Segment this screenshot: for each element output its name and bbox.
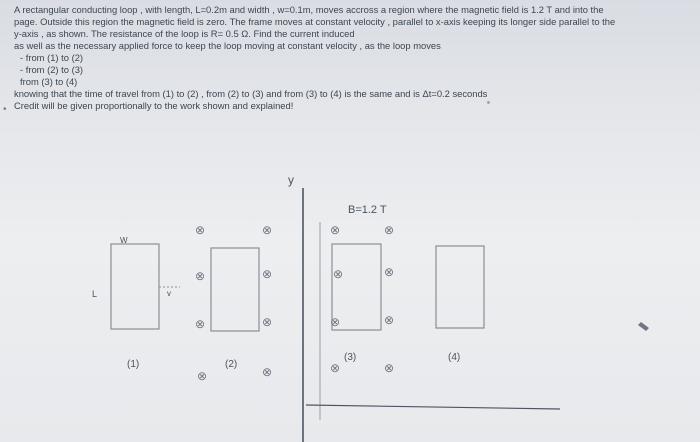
field-into-page-icon: ⊗ [262,365,273,379]
length-label: L [92,289,98,299]
y-axis-label: y [288,173,294,187]
question-line-2: page. Outside this region the magnetic field is zero. The frame moves at constant velocity , parallel to x-axis keeping its longer side parallel to the [14,16,616,27]
velocity-label: v [167,289,171,298]
field-into-page-icon: ⊗ [195,317,206,331]
field-into-page-icon: ⊗ [262,315,273,329]
field-into-page-icon: ⊗ [330,223,341,237]
field-into-page-icon: ⊗ [262,223,273,237]
position-3-label: (3) [344,352,357,363]
step-2-3: - from (2) to (3) [20,64,84,75]
field-into-page-icon: ⊗ [262,267,273,281]
credit-note: Credit will be given proportionally to the work shown and explained! [14,100,294,111]
loop-position-2 [211,248,259,331]
field-into-page-icon: ⊗ [384,223,395,237]
question-line-1: A rectangular conducting loop , with length, L=0.2m and width , w=0.1m, moves accross a region where the magnetic field is 1.2 T and into the [14,4,604,15]
field-label: B=1.2 T [348,204,387,216]
step-1-2: - from (1) to (2) [20,52,84,63]
question-line-3: y-axis , as shown. The resistance of the loop is R= 0.5 Ω. Find the current induced [14,28,355,39]
question-line-4: as well as the necessary applied force to keep the loop moving at constant velocity , as the loop moves [14,40,441,51]
position-4-label: (4) [448,352,461,363]
field-into-page-icon: ⊗ [330,315,341,329]
width-label: W [120,236,128,245]
position-2-label: (2) [225,359,238,370]
field-into-page-icon: ⊗ [195,269,206,283]
loop-position-1 [111,244,159,329]
field-into-page-icon: ⊗ [195,223,206,237]
position-1-label: (1) [127,359,140,370]
step-3-4: from (3) to (4) [20,76,78,87]
field-into-page-icon: ⊗ [384,313,395,327]
field-into-page-icon: ⊗ [330,361,341,375]
field-into-page-icon: ⊗ [333,267,344,281]
pen-cursor-icon [638,322,649,331]
loop-position-4 [436,246,484,328]
field-into-page-icon: ⊗ [197,369,208,383]
field-into-page-icon: ⊗ [384,265,395,279]
field-into-page-icon: ⊗ [384,361,395,375]
timing-statement: knowing that the time of travel from (1) to (2) , from (2) to (3) and from (3) to (4) is the same and is Δt=0.2 seconds [14,88,488,99]
bullet-marker: • [3,104,7,115]
x-axis-line [306,405,560,409]
